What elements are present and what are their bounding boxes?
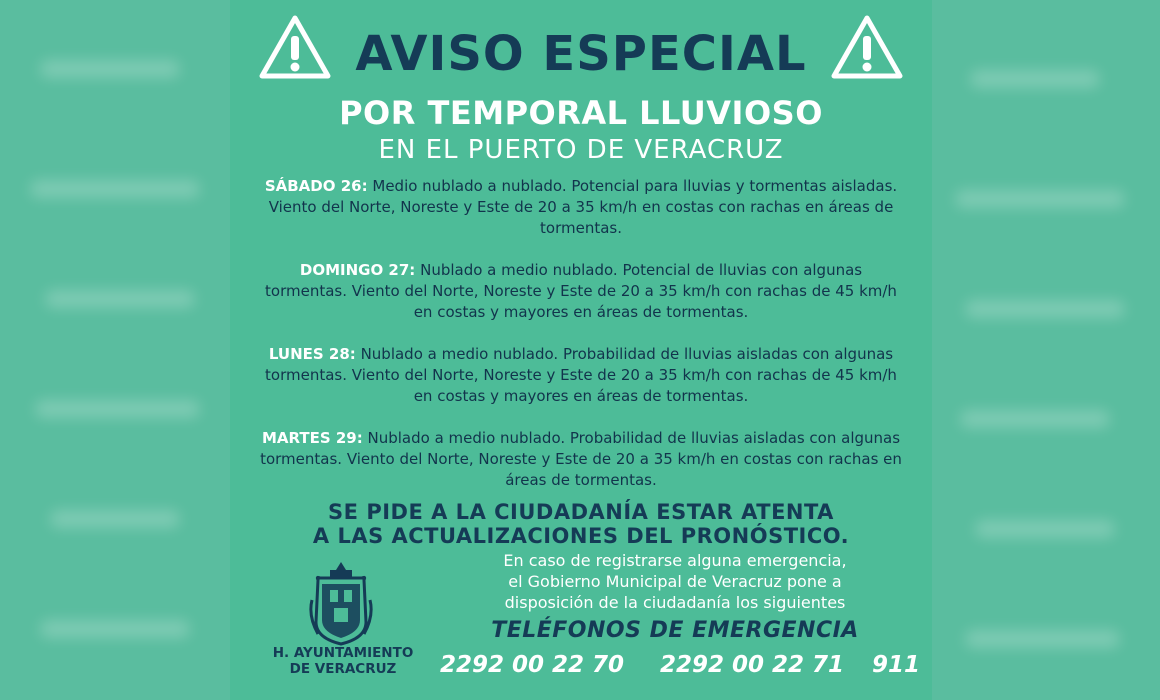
blurred-background-left: [0, 0, 230, 700]
weather-notice-poster: [230, 0, 932, 700]
forecast-day-label: DOMINGO 27:: [299, 261, 416, 279]
emergency-phone-number[interactable]: 2292 00 22 70: [440, 652, 625, 678]
notice-subtitle: POR TEMPORAL LLUVIOSO: [339, 94, 823, 132]
emergency-phone-number[interactable]: 911: [872, 652, 921, 678]
forecast-day-label: MARTES 29:: [261, 429, 363, 447]
advisory-message: [230, 500, 932, 548]
forecast-monday: [258, 344, 904, 407]
emergency-message: En caso de registrarse alguna emergencia, el Gobierno Municipal de Veracruz pone a disposición de la ciudadanía los siguientes: [503, 551, 847, 612]
forecast-day-label: LUNES 28:: [268, 345, 356, 363]
emergency-phone-number[interactable]: 2292 00 22 71: [660, 652, 845, 678]
forecast-saturday: [258, 176, 904, 239]
forecast-text: Nublado a medio nublado. Probabilidad de lluvias aisladas con algunas tormentas. Viento del Norte, Noreste y Este de 20 a 35 km/h en costas con rachas en áreas de tormentas.: [260, 429, 902, 489]
notice-title: AVISO ESPECIAL: [355, 26, 807, 82]
forecast-text: Nublado a medio nublado. Potencial de lluvias con algunas tormentas. Viento del Norte, Noreste y Este de 20 a 35 km/h con rachas de 45 km/h en costas y mayores en áreas de tormentas.: [265, 261, 897, 321]
blurred-background-right: [930, 0, 1160, 700]
advisory-line: SE PIDE A LA CIUDADANÍA ESTAR ATENTA: [328, 500, 834, 524]
forecast-text: Medio nublado a nublado. Potencial para lluvias y tormentas aisladas. Viento del Norte, Noreste y Este de 20 a 35 km/h en costas con rachas en áreas de tormentas.: [268, 177, 898, 237]
coat-of-arms-icon: [308, 560, 374, 646]
forecast-sunday: [258, 260, 904, 323]
emergency-phones-title: TELÉFONOS DE EMERGENCIA: [491, 618, 859, 643]
forecast-text: Nublado a medio nublado. Probabilidad de lluvias aisladas con algunas tormentas. Viento del Norte, Noreste y Este de 20 a 35 km/h con rachas de 45 km/h en costas y mayores en áreas de tormentas.: [265, 345, 897, 405]
forecast-day-label: SÁBADO 26:: [264, 177, 368, 195]
organization-name: H. AYUNTAMIENTO DE VERACRUZ: [272, 645, 414, 677]
forecast-tuesday: [258, 428, 904, 491]
advisory-line: A LAS ACTUALIZACIONES DEL PRONÓSTICO.: [312, 524, 850, 548]
notice-location: EN EL PUERTO DE VERACRUZ: [378, 135, 784, 165]
